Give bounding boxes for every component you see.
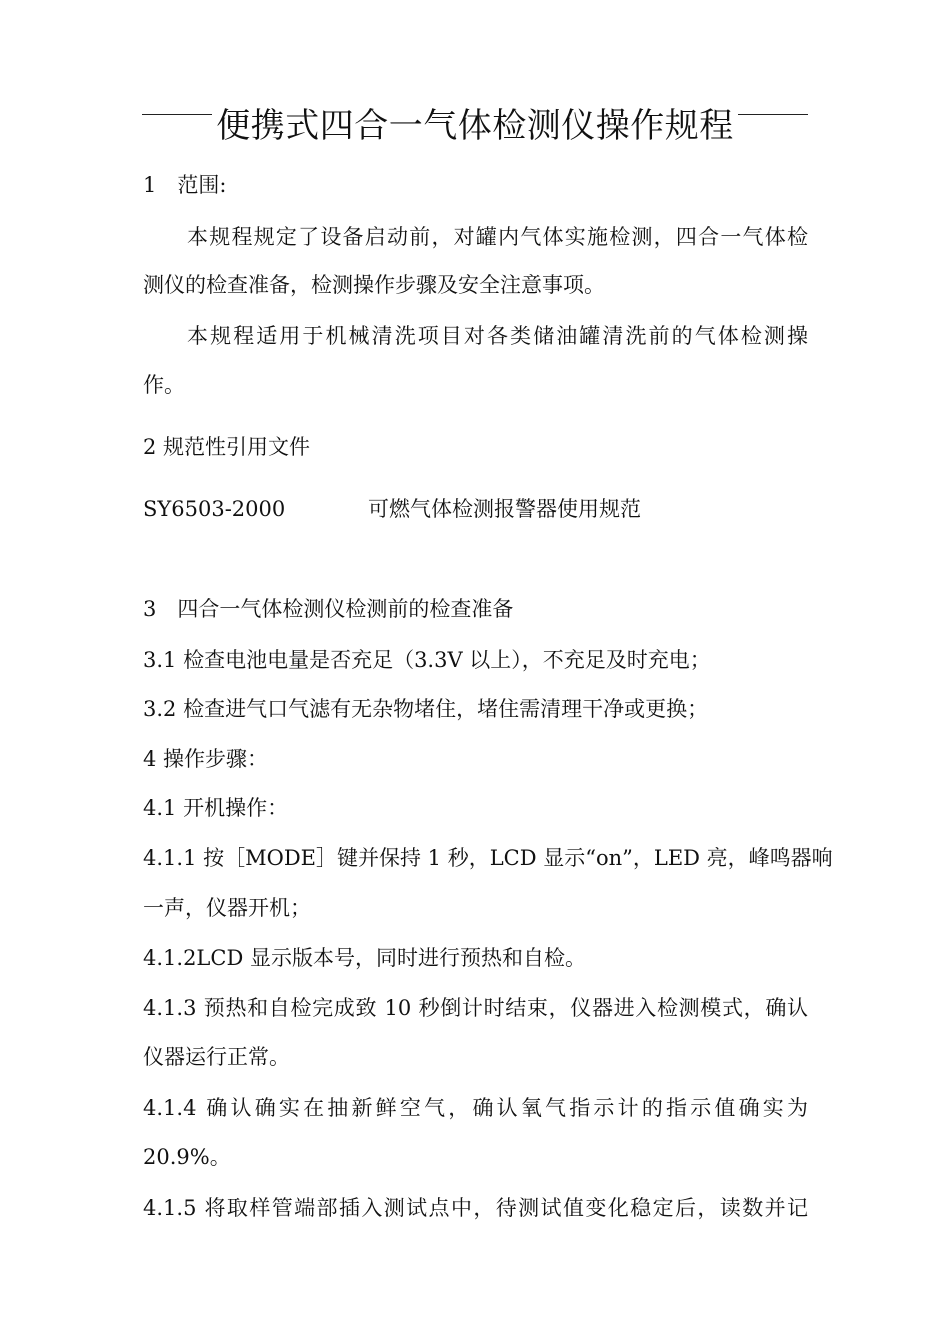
page-title-text: 便携式四合一气体检测仪操作规程 xyxy=(212,106,738,146)
item-4-1-2: 4.1.2LCD 显示版本号，同时进行预热和自检。 xyxy=(143,946,586,970)
section-4-heading: 4 操作步骤： xyxy=(143,747,269,771)
section-2-heading: 2 规范性引用文件 xyxy=(143,435,311,459)
item-4-1-4-line-1: 4.1.4 确认确实在抽新鲜空气，确认氧气指示计的指示值确实为 xyxy=(143,1096,808,1120)
item-3-2: 3.2 检查进气口气滤有无杂物堵住，堵住需清理干净或更换； xyxy=(143,697,709,721)
paragraph-scope-1-line-2: 测仪的检查准备，检测操作步骤及安全注意事项。 xyxy=(143,273,605,297)
item-3-1: 3.1 检查电池电量是否充足（3.3V 以上），不充足及时充电； xyxy=(143,648,711,672)
reference-code: SY6503-2000 xyxy=(143,497,286,521)
paragraph-scope-2-line-1: 本规程适用于机械清洗项目对各类储油罐清洗前的气体检测操 xyxy=(187,324,808,348)
item-4-1-1-line-2: 一声，仪器开机； xyxy=(143,896,311,920)
page-title xyxy=(0,100,950,152)
item-4-1-3-line-1: 4.1.3 预热和自检完成致 10 秒倒计时结束，仪器进入检测模式，确认 xyxy=(143,996,808,1020)
item-4-1: 4.1 开机操作： xyxy=(143,796,289,820)
item-4-1-5-line-1: 4.1.5 将取样管端部插入测试点中，待测试值变化稳定后，读数并记 xyxy=(143,1196,808,1220)
section-1-heading: 1 范围: xyxy=(143,173,227,197)
section-3-heading: 3 四合一气体检测仪检测前的检查准备 xyxy=(143,597,514,621)
reference-title: 可燃气体检测报警器使用规范 xyxy=(368,497,641,521)
item-4-1-1-line-1: 4.1.1 按［MODE］键并保持 1 秒，LCD 显示“on”，LED 亮，峰鸣器响 xyxy=(143,846,833,870)
paragraph-scope-2-line-2: 作。 xyxy=(143,373,185,397)
item-4-1-4-line-2: 20.9%。 xyxy=(143,1145,231,1169)
paragraph-scope-1-line-1: 本规程规定了设备启动前，对罐内气体实施检测，四合一气体检 xyxy=(187,225,808,249)
item-4-1-3-line-2: 仪器运行正常。 xyxy=(143,1045,290,1069)
